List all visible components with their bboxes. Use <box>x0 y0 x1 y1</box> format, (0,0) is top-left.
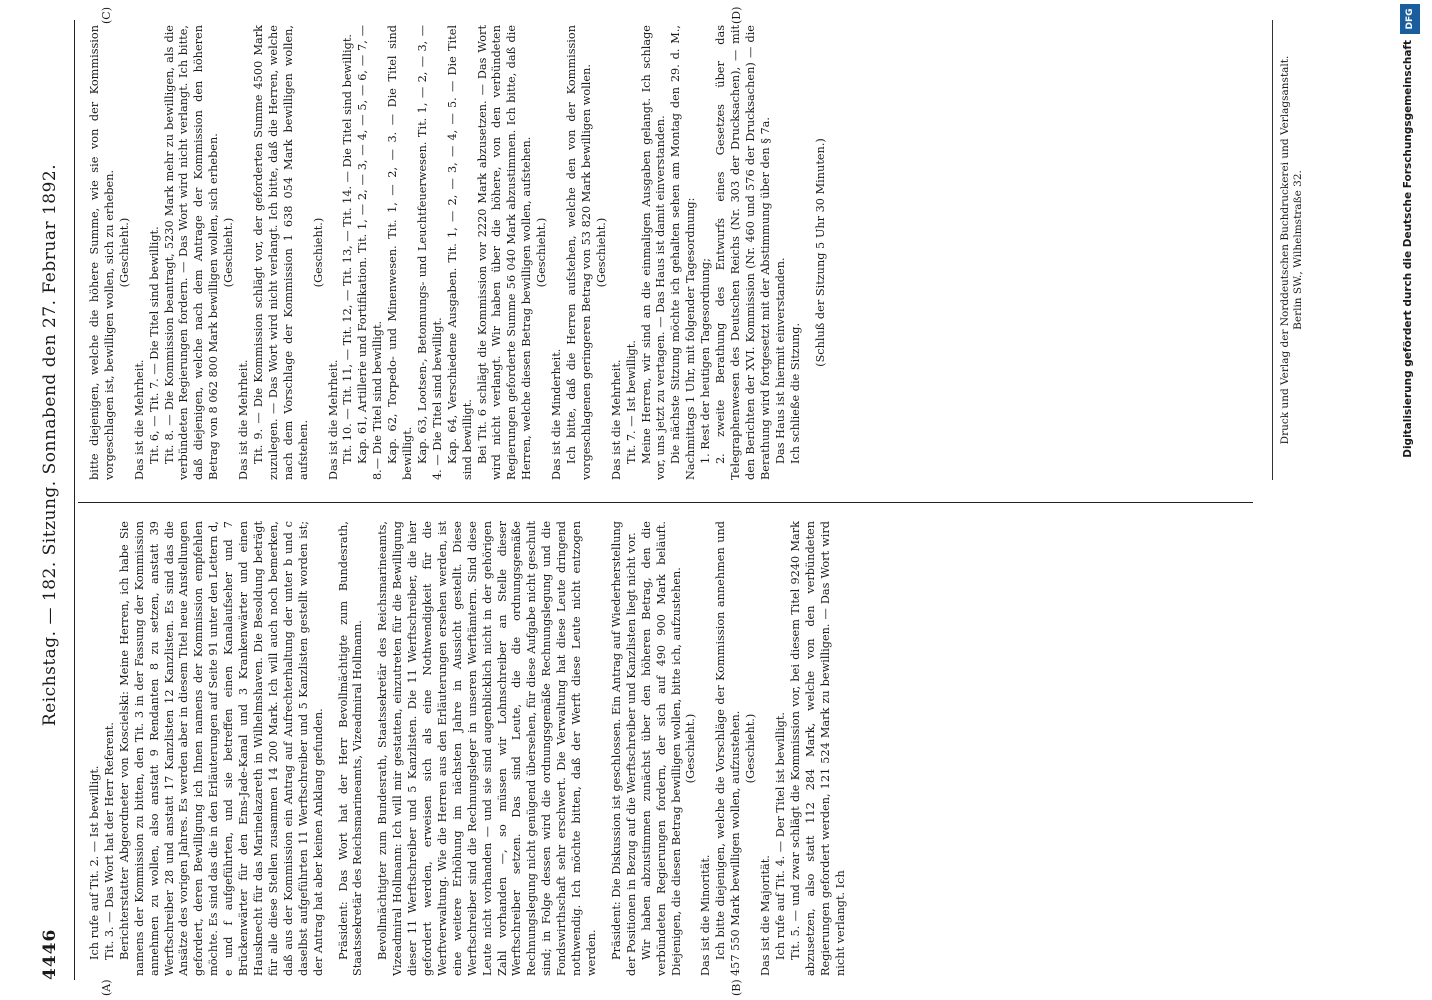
page-number: 4446 <box>40 928 60 980</box>
dfg-notice: Digitalisierung gefördert durch die Deutsche Forschungsgemeinschaft <box>1402 40 1414 458</box>
paragraph: Das ist die Mehrheit. <box>132 359 146 480</box>
paragraph: Ich schließe die Sitzung. <box>788 322 802 464</box>
paragraph: Das ist die Minderheit. <box>550 348 564 480</box>
paragraph: Berichterstatter Abgeordneter von Koscielski: Meine Herren, ich habe Sie namens der Kommission zu bitten, den Tit. 3 in der Fassung der Kommission annehmen zu wollen, also anstatt 9 Rendanten 8 zu setzen, anstatt 39 Werftschreiber 28 und anstatt 17 Kanzlisten 12 Kanzlisten. Es sind das die Ansätze des vorigen Jahres. Es werden aber in diesem Titel neue Anstellungen gefordert, deren Bewilligung ich Ihnen namens der Kommission empfehlen möchte. Es sind das die in den Erläuterungen auf Seite 91 unter den Lettern d, e und f aufgeführten, und sie betreffen einen Kanalaufseher und 7 Brückenwärter für den Ems-Jade-Kanal und 3 Krankenwärter und einen Hausknecht für das Marinelazareth in Wilhelmshaven. Die Besoldung beträgt für alle diese Stellen zusammen 14 200 Mark. Ich will auch noch bemerken, daß aus der Kommission ein Antrag auf Aufrechterhaltung der unter b und c daselbst aufgeführten 11 Werftschreiber und 5 Kanzlisten gestellt worden ist; der Antrag hat aber keinen Anklang gefunden. <box>117 521 325 976</box>
right-text-column <box>88 25 828 480</box>
paragraph: Tit. 6, — Tit. 7. — Die Titel sind bewilligt. <box>147 226 161 464</box>
paragraph: Das ist die Majorität. <box>758 855 772 976</box>
column-divider <box>78 502 1253 503</box>
page-header <box>32 0 72 1000</box>
margin-letter-c: (C) <box>100 7 113 24</box>
paragraph: Ich rufe auf Tit. 2. — Ist bewilligt. <box>88 765 101 960</box>
paragraph: Meine Herren, wir sind an die einmaligen Ausgaben gelangt. Ich schlage vor, uns jetzt zu vertagen. — Das Haus ist damit einverstanden. <box>639 25 668 480</box>
paragraph: Ich bitte diejenigen, welche die Vorschläge der Kommission annehmen und 457 550 Mark bewilligen wollen, aufzustehen. <box>714 521 743 976</box>
paragraph: Tit. 10. — Tit. 11, — Tit. 12, — Tit. 13, — Tit. 14. — Die Titel sind bewilligt. <box>341 33 355 464</box>
paragraph: Präsident: Die Diskussion ist geschlossen. Ein Antrag auf Wiederherstellung der Positionen in Bezug auf die Werftschreiber und Kanzlisten liegt nicht vor. <box>609 521 638 976</box>
paragraph: (Geschieht.) <box>117 217 131 288</box>
paragraph: Tit. 3. — Das Wort hat der Herr Referent. <box>102 721 116 960</box>
printer-imprint <box>1272 20 1305 480</box>
paragraph: (Geschieht.) <box>311 217 325 288</box>
paragraph: (Geschieht.) <box>594 217 608 288</box>
paragraph-spacer <box>600 521 610 976</box>
paragraph: (Geschieht.) <box>222 217 236 288</box>
paragraph: Kap. 63, Lootsen-, Betonnungs- und Leuchtfeuerwesen. Tit. 1, — 2, — 3, — 4. — Die Titel sind bewilligt. <box>415 25 444 480</box>
dfg-logo: DFG <box>1400 4 1420 34</box>
paragraph: 1. Rest der heutigen Tagesordnung; <box>699 258 713 464</box>
paragraph: Kap. 62, Torpedo- und Minenwesen. Tit. 1, — 2, — 3. — Die Titel sind bewilligt. <box>386 25 415 480</box>
paragraph: Kap. 64, Verschiedene Ausgaben. Tit. 1, — 2, — 3, — 4, — 5. — Die Titel sind bewilligt. <box>445 25 474 480</box>
paragraph: Das ist die Mehrheit. <box>237 359 251 480</box>
paragraph-spacer <box>366 521 376 976</box>
paragraph: Wir haben abzustimmen zunächst über den höheren Betrag, den die verbündeten Regierungen fordern, der sich auf 490 900 Mark beläuft. Diejenigen, die diesen Betrag bewilligen wollen, bitte ich, aufzustehen. <box>639 521 683 976</box>
left-text-column <box>88 521 848 976</box>
margin-letter-b: (B) <box>730 979 743 996</box>
margin-letter-a: (A) <box>100 979 113 996</box>
paragraph: Bei Tit. 6 schlägt die Kommission vor 2220 Mark abzusetzen. — Das Wort wird nicht verlangt. Wir haben über die höhere, von den verbündeten Regierungen geforderte Summe 56 040 Mark abzustimmen. Ich bitte, daß die Herren, welche diesen Betrag bewilligen wollen, aufstehen. <box>475 25 534 480</box>
paragraph: (Geschieht.) <box>684 713 698 784</box>
paragraph: (Geschieht.) <box>744 713 758 784</box>
margin-letter-d: (D) <box>730 6 743 24</box>
paragraph: Das ist die Minorität. <box>699 854 713 976</box>
paragraph: Tit. 5. — und zwar schlägt die Kommission vor, bei diesem Titel 9240 Mark abzusetzen, also statt 112 284 Mark, welche von den verbündeten Regierungen gefordert werden, 121 524 Mark zu bewilligen. — Das Wort wird nicht verlangt. Ich <box>788 521 847 976</box>
paragraph: Ich rufe auf Tit. 4. — Der Titel ist bewilligt. <box>773 712 787 960</box>
paragraph-spacer <box>804 25 814 480</box>
paragraph: Das ist die Mehrheit. <box>326 359 340 480</box>
paragraph: (Schluß der Sitzung 5 Uhr 30 Minuten.) <box>813 138 827 367</box>
paragraph: Die nächste Sitzung möchte ich gehalten sehen am Montag den 29. d. M., Nachmittags 1 Uhr, mit folgender Tagesordnung: <box>669 25 698 480</box>
paragraph: Das Haus ist hiermit einverstanden. <box>773 257 787 464</box>
imprint-line-2: Berlin SW., Wilhelmstraße 32. <box>1292 170 1304 330</box>
paragraph: 2. zweite Berathung des Entwurfs eines Gesetzes über das Telegraphenwesen des Deutschen Reichs (Nr. 303 der Drucksachen), — mit den Berichten der XVI. Kommission (Nr. 460 und 576 der Drucksachen) — die Berathung wird fortgesetzt mit der Abstimmung über den § 7a. <box>714 25 772 480</box>
paragraph: Tit. 7. — Ist bewilligt. <box>624 340 638 464</box>
header-rule <box>74 20 75 980</box>
paragraph: Tit. 9. — Die Kommission schlägt vor, der geforderten Summe 4500 Mark zuzulegen. — Das Wort wird nicht verlangt. Ich bitte, daß die Herren, welche nach dem Vorschlage der Kommission 1 638 054 Mark bewilligen wollen, aufstehen. <box>251 25 310 480</box>
paragraph: Bevollmächtigter zum Bundesrath, Staatssekretär des Reichsmarineamts, Vizeadmiral Hollmann: Ich will mir gestatten, einzutreten für die Bewilligung dieser 11 Werftschreiber und 5 Kanzlisten. Die 11 Werftschreiber, die hier gefordert werden, erweisen sich als eine Nothwendigkeit für die Werftverwaltung. Wie die Herren aus den Erläuterungen ersehen werden, ist eine weitere Erhöhung im nächsten Jahre in Aussicht gestellt. Diese Werftschreiber sind die Rechnungsleger in unseren Werftämtern. Sind diese Leute nicht vorhanden — und sie sind augenblicklich nicht in der gehörigen Zahl vorhanden —, so müssen wir Lohnschreiber an Stelle dieser Werftschreiber setzen. Das sind Leute, die die ordnungsgemäße Rechnungslegung nicht genügend übersehen, für diese Aufgabe nicht geschult sind; in Folge dessen wird die ordnungsgemäße Rechnungslegung und die Fondswirthschaft sehr erschwert. Die Verwaltung hat diese Leute dringend nothwendig. Ich möchte bitten, daß der Werft diese Leute nicht entzogen werden. <box>376 521 598 976</box>
imprint-line-1: Druck und Verlag der Norddeutschen Buchdruckerei und Verlagsanstalt. <box>1279 55 1291 445</box>
paragraph: Tit. 8. — Die Kommission beantragt, 5230 Mark mehr zu bewilligen, als die verbündeten Regierungen fordern. — Das Wort wird nicht verlangt. Ich bitte, daß diejenigen, welche nach dem Antrage der Kommission den höheren Betrag von 8 062 800 Mark bewilligen wollen, sich erheben. <box>162 25 221 480</box>
paragraph-spacer <box>327 521 337 976</box>
dfg-banner <box>1398 0 1424 1000</box>
paragraph: Das ist die Mehrheit. <box>609 359 623 480</box>
paragraph: Präsident: Das Wort hat der Herr Bevollmächtigte zum Bundesrath, Staatssekretär des Reichsmarineamts, Vizeadmiral Hollmann. <box>336 521 365 976</box>
paragraph: bitte diejenigen, welche die höhere Summe, wie sie von der Kommission vorgeschlagen ist, bewilligen wollen, sich zu erheben. <box>88 25 116 480</box>
paragraph: Ich bitte, daß die Herren aufstehen, welche den von der Kommission vorgeschlagenen geringeren Betrag von 53 820 Mark bewilligen wollen. <box>565 25 593 480</box>
paragraph: (Geschieht.) <box>535 217 549 288</box>
running-head: Reichstag. — 182. Sitzung. Sonnabend den 27. Februar 1892. <box>40 163 60 727</box>
paragraph: Kap. 61, Artillerie und Fortifikation. Tit. 1, — 2, — 3, — 4, — 5, — 6, — 7, — 8.— Die Titel sind bewilligt. <box>356 25 385 480</box>
